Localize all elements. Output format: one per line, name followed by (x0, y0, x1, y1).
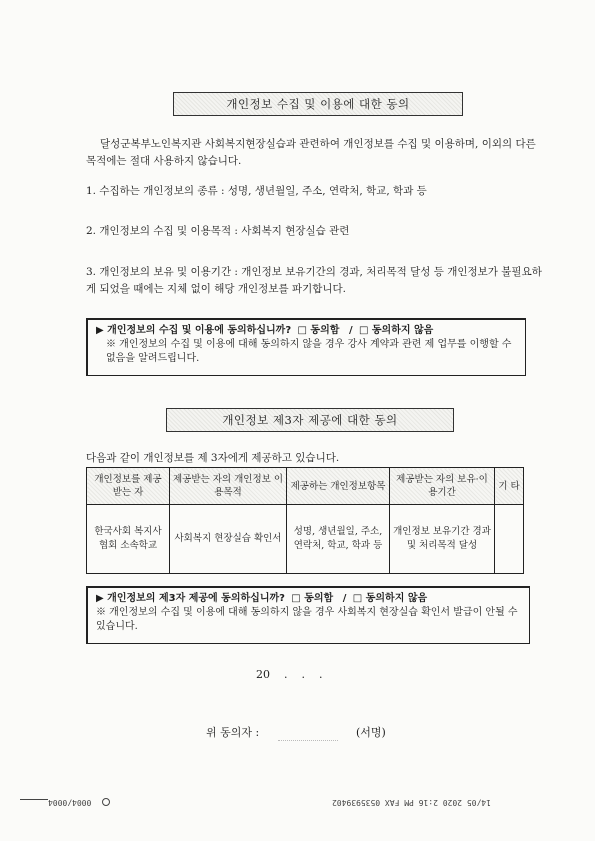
header-period: 제공받는 자의 보유·이용기간 (390, 468, 495, 505)
consent-question-row (96, 592, 521, 606)
item-collected-data: 1. 수집하는 개인정보의 종류 : 성명, 생년월일, 주소, 연락처, 학교, 학과 등 (86, 185, 427, 197)
consent-question-row (96, 324, 517, 338)
intro-paragraph: 달성군복부노인복지관 사회복지현장실습과 관련하여 개인정보를 수집 및 이용하며, 이외의 다른 목적에는 절대 사용하지 않습니다. (86, 138, 536, 167)
header-items: 제공하는 개인정보항목 (287, 468, 390, 505)
signer-name-field[interactable] (278, 740, 338, 741)
cell-items: 성명, 생년월일, 주소, 연락처, 학교, 학과 등 (287, 505, 390, 574)
cell-purpose: 사회복지 현장실습 확인서 (170, 505, 287, 574)
agree-checkbox[interactable]: □ 동의함 (297, 325, 340, 336)
section-title-collection: 개인정보 수집 및 이용에 대한 동의 (173, 92, 463, 116)
item-purpose: 2. 개인정보의 수집 및 이용목적 : 사회복지 현장실습 관련 (86, 225, 350, 237)
consent-note: ※ 개인정보의 수집 및 이용에 대해 동의하지 않을 경우 강사 계약과 관련 제 업무를 이행할 수 없음을 알려드립니다. (106, 339, 512, 364)
footer-rule (20, 799, 48, 800)
third-party-table (86, 467, 524, 574)
cell-recipient: 한국사회 복지사협회 소속학교 (87, 505, 170, 574)
signer-label: 위 동의자 : (206, 726, 260, 739)
disagree-checkbox[interactable]: □ 동의하지 않음 (352, 593, 428, 604)
signature-label: (서명) (356, 726, 386, 739)
disagree-checkbox[interactable]: □ 동의하지 않음 (358, 325, 434, 336)
table-header-row (87, 468, 524, 505)
consent-box-third-party (86, 586, 530, 644)
cell-period: 개인정보 보유기간 경과 및 처리목적 달성 (390, 505, 495, 574)
item-retention: 3. 개인정보의 보유 및 이용기간 : 개인정보 보유기간의 경과, 처리목적 달성 등 개인정보가 불필요하게 되었을 때에는 지체 없이 해당 개인정보를 파기합니다. (86, 266, 542, 295)
header-purpose: 제공받는 자의 개인정보 이용목적 (170, 468, 287, 505)
table-row (87, 505, 524, 574)
third-party-intro: 다음과 같이 개인정보를 제 3자에게 제공하고 있습니다. (86, 452, 340, 464)
consent-question: ▶ 개인정보의 수집 및 이용에 동의하십니까? (96, 325, 292, 336)
consent-note: ※ 개인정보의 수집 및 이용에 대해 동의하지 않을 경우 사회복지 현장실습 확인서 발급이 안될 수 있습니다. (96, 607, 518, 632)
date-line: 20 . . . (256, 668, 323, 681)
header-recipient: 개인정보를 제공 받는 자 (87, 468, 170, 505)
fax-page-number: 0004/0004 (48, 798, 92, 807)
fax-mark-icon (102, 798, 110, 806)
consent-box-collection (86, 318, 526, 376)
header-etc: 기 타 (495, 468, 524, 505)
cell-etc (495, 505, 524, 574)
option-separator: / (342, 593, 347, 604)
fax-header: 14/05 2020 2:16 PM FAX 0535939402 (332, 798, 491, 807)
section-title-third-party: 개인정보 제3자 제공에 대한 동의 (166, 408, 454, 432)
consent-question: ▶ 개인정보의 제3자 제공에 동의하십니까? (96, 593, 285, 604)
agree-checkbox[interactable]: □ 동의함 (291, 593, 334, 604)
option-separator: / (348, 325, 353, 336)
